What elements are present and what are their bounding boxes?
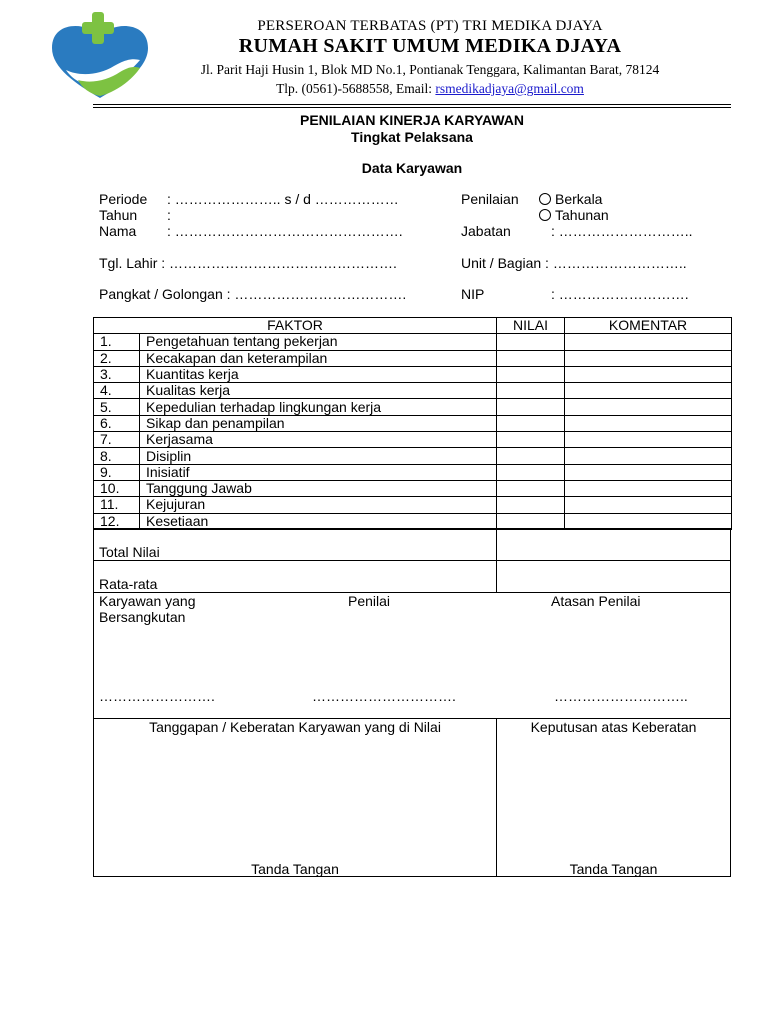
nip-label: NIP	[461, 286, 485, 302]
row-number: 12.	[94, 513, 140, 529]
unit-bagian-field[interactable]: Unit / Bagian : ………………………..	[461, 255, 687, 271]
row-number: 8.	[94, 448, 140, 464]
row-number: 11.	[94, 497, 140, 513]
row-comment-cell[interactable]	[565, 464, 732, 480]
row-factor: Disiplin	[140, 448, 497, 464]
row-comment-cell[interactable]	[565, 383, 732, 399]
header-comment: KOMENTAR	[565, 318, 732, 334]
periode-label: Periode	[99, 191, 148, 207]
row-comment-cell[interactable]	[565, 334, 732, 350]
average-value-cell[interactable]	[496, 560, 731, 593]
table-row	[94, 464, 732, 480]
nama-label: Nama	[99, 223, 137, 239]
tahun-label: Tahun	[99, 207, 138, 223]
jabatan-label: Jabatan	[461, 223, 511, 239]
row-number: 6.	[94, 415, 140, 431]
decision-title: Keputusan atas Keberatan	[530, 719, 697, 735]
header-factor: FAKTOR	[94, 318, 497, 334]
row-score-cell[interactable]	[497, 350, 565, 366]
row-number: 1.	[94, 334, 140, 350]
email-link[interactable]: rsmedikadjaya@gmail.com	[435, 81, 584, 96]
radio-circle-icon	[539, 209, 551, 221]
row-number: 5.	[94, 399, 140, 415]
decision-box[interactable]	[496, 718, 731, 877]
row-comment-cell[interactable]	[565, 513, 732, 529]
row-factor: Kuantitas kerja	[140, 366, 497, 382]
assessment-table	[93, 317, 732, 530]
pangkat-field[interactable]: Pangkat / Golongan : ……………………………….	[99, 286, 407, 302]
table-row	[94, 480, 732, 496]
response-sign-label: Tanda Tangan	[251, 861, 339, 877]
periode-field[interactable]: : ………………….. s / d ………………	[167, 191, 399, 207]
row-score-cell[interactable]	[497, 513, 565, 529]
response-box[interactable]	[93, 718, 497, 877]
employee-sign-label: Karyawan yang	[99, 593, 196, 609]
row-comment-cell[interactable]	[565, 415, 732, 431]
hospital-name: RUMAH SAKIT UMUM MEDIKA DJAYA	[238, 35, 622, 57]
row-score-cell[interactable]	[497, 399, 565, 415]
row-score-cell[interactable]	[497, 432, 565, 448]
row-factor: Kualitas kerja	[140, 383, 497, 399]
table-row	[94, 366, 732, 382]
supervisor-sign-line[interactable]: ………………………..	[554, 688, 688, 704]
row-comment-cell[interactable]	[565, 350, 732, 366]
nama-field[interactable]: : ………………………………………….	[167, 223, 403, 239]
tahun-field[interactable]: :	[167, 207, 171, 223]
form-title: PENILAIAN KINERJA KARYAWAN	[299, 112, 525, 128]
hospital-contact	[170, 81, 690, 97]
table-row	[94, 334, 732, 350]
row-score-cell[interactable]	[497, 497, 565, 513]
hospital-address: Jl. Parit Haji Husin 1, Blok MD No.1, Pontianak Tenggara, Kalimantan Barat, 78124	[200, 62, 660, 77]
row-comment-cell[interactable]	[565, 432, 732, 448]
table-row	[94, 415, 732, 431]
radio-tahunan-label: Tahunan	[555, 207, 609, 223]
table-row	[94, 350, 732, 366]
row-number: 2.	[94, 350, 140, 366]
row-factor: Kepedulian terhadap lingkungan kerja	[140, 399, 497, 415]
radio-tahunan[interactable]	[539, 207, 609, 223]
row-number: 10.	[94, 480, 140, 496]
row-score-cell[interactable]	[497, 448, 565, 464]
response-title: Tanggapan / Keberatan Karyawan yang di Nilai	[149, 719, 441, 735]
row-number: 4.	[94, 383, 140, 399]
nip-field[interactable]: : ……………………….	[551, 286, 689, 302]
row-factor: Sikap dan penampilan	[140, 415, 497, 431]
table-row	[94, 513, 732, 529]
table-row	[94, 448, 732, 464]
employee-sign-line[interactable]: …………………….	[99, 688, 215, 704]
supervisor-sign-label: Atasan Penilai	[551, 593, 641, 609]
form-subtitle: Tingkat Pelaksana	[351, 129, 473, 145]
row-factor: Kerjasama	[140, 432, 497, 448]
row-score-cell[interactable]	[497, 383, 565, 399]
row-number: 7.	[94, 432, 140, 448]
row-score-cell[interactable]	[497, 480, 565, 496]
row-factor: Tanggung Jawab	[140, 480, 497, 496]
row-comment-cell[interactable]	[565, 399, 732, 415]
row-comment-cell[interactable]	[565, 448, 732, 464]
average-label: Rata-rata	[99, 576, 158, 592]
row-score-cell[interactable]	[497, 464, 565, 480]
total-value-cell[interactable]	[496, 528, 731, 561]
header-divider	[93, 104, 731, 105]
employee-sign-label-2: Bersangkutan	[99, 609, 186, 625]
row-comment-cell[interactable]	[565, 366, 732, 382]
row-factor: Inisiatif	[140, 464, 497, 480]
radio-berkala-label: Berkala	[555, 191, 603, 207]
row-number: 9.	[94, 464, 140, 480]
row-comment-cell[interactable]	[565, 497, 732, 513]
company-name: PERSEROAN TERBATAS (PT) TRI MEDIKA DJAYA	[257, 18, 603, 34]
section-title: Data Karyawan	[361, 160, 463, 176]
total-label: Total Nilai	[99, 544, 160, 560]
row-comment-cell[interactable]	[565, 480, 732, 496]
header-divider-2	[93, 107, 731, 108]
row-factor: Kesetiaan	[140, 513, 497, 529]
radio-berkala[interactable]	[539, 191, 602, 207]
table-row	[94, 497, 732, 513]
decision-sign-label: Tanda Tangan	[569, 861, 658, 877]
row-factor: Kecakapan dan keterampilan	[140, 350, 497, 366]
table-row	[94, 399, 732, 415]
row-score-cell[interactable]	[497, 366, 565, 382]
assessor-sign-line[interactable]: ………………………….	[312, 688, 456, 704]
assessor-sign-label: Penilai	[348, 593, 391, 609]
row-factor: Kejujuran	[140, 497, 497, 513]
hospital-heart-hands-logo	[48, 10, 152, 100]
header-score: NILAI	[497, 318, 565, 334]
tgl-lahir-field[interactable]: Tgl. Lahir : ………………………………………….	[99, 255, 397, 271]
row-factor: Pengetahuan tentang pekerjan	[140, 334, 497, 350]
table-row	[94, 432, 732, 448]
table-header-row	[94, 318, 732, 334]
table-row	[94, 383, 732, 399]
penilaian-label: Penilaian	[461, 191, 519, 207]
jabatan-field[interactable]: : ………………………..	[551, 223, 693, 239]
radio-circle-icon	[539, 193, 551, 205]
row-score-cell[interactable]	[497, 415, 565, 431]
row-number: 3.	[94, 366, 140, 382]
row-score-cell[interactable]	[497, 334, 565, 350]
phone-text: Tlp. (0561)-5688558, Email:	[276, 81, 436, 96]
